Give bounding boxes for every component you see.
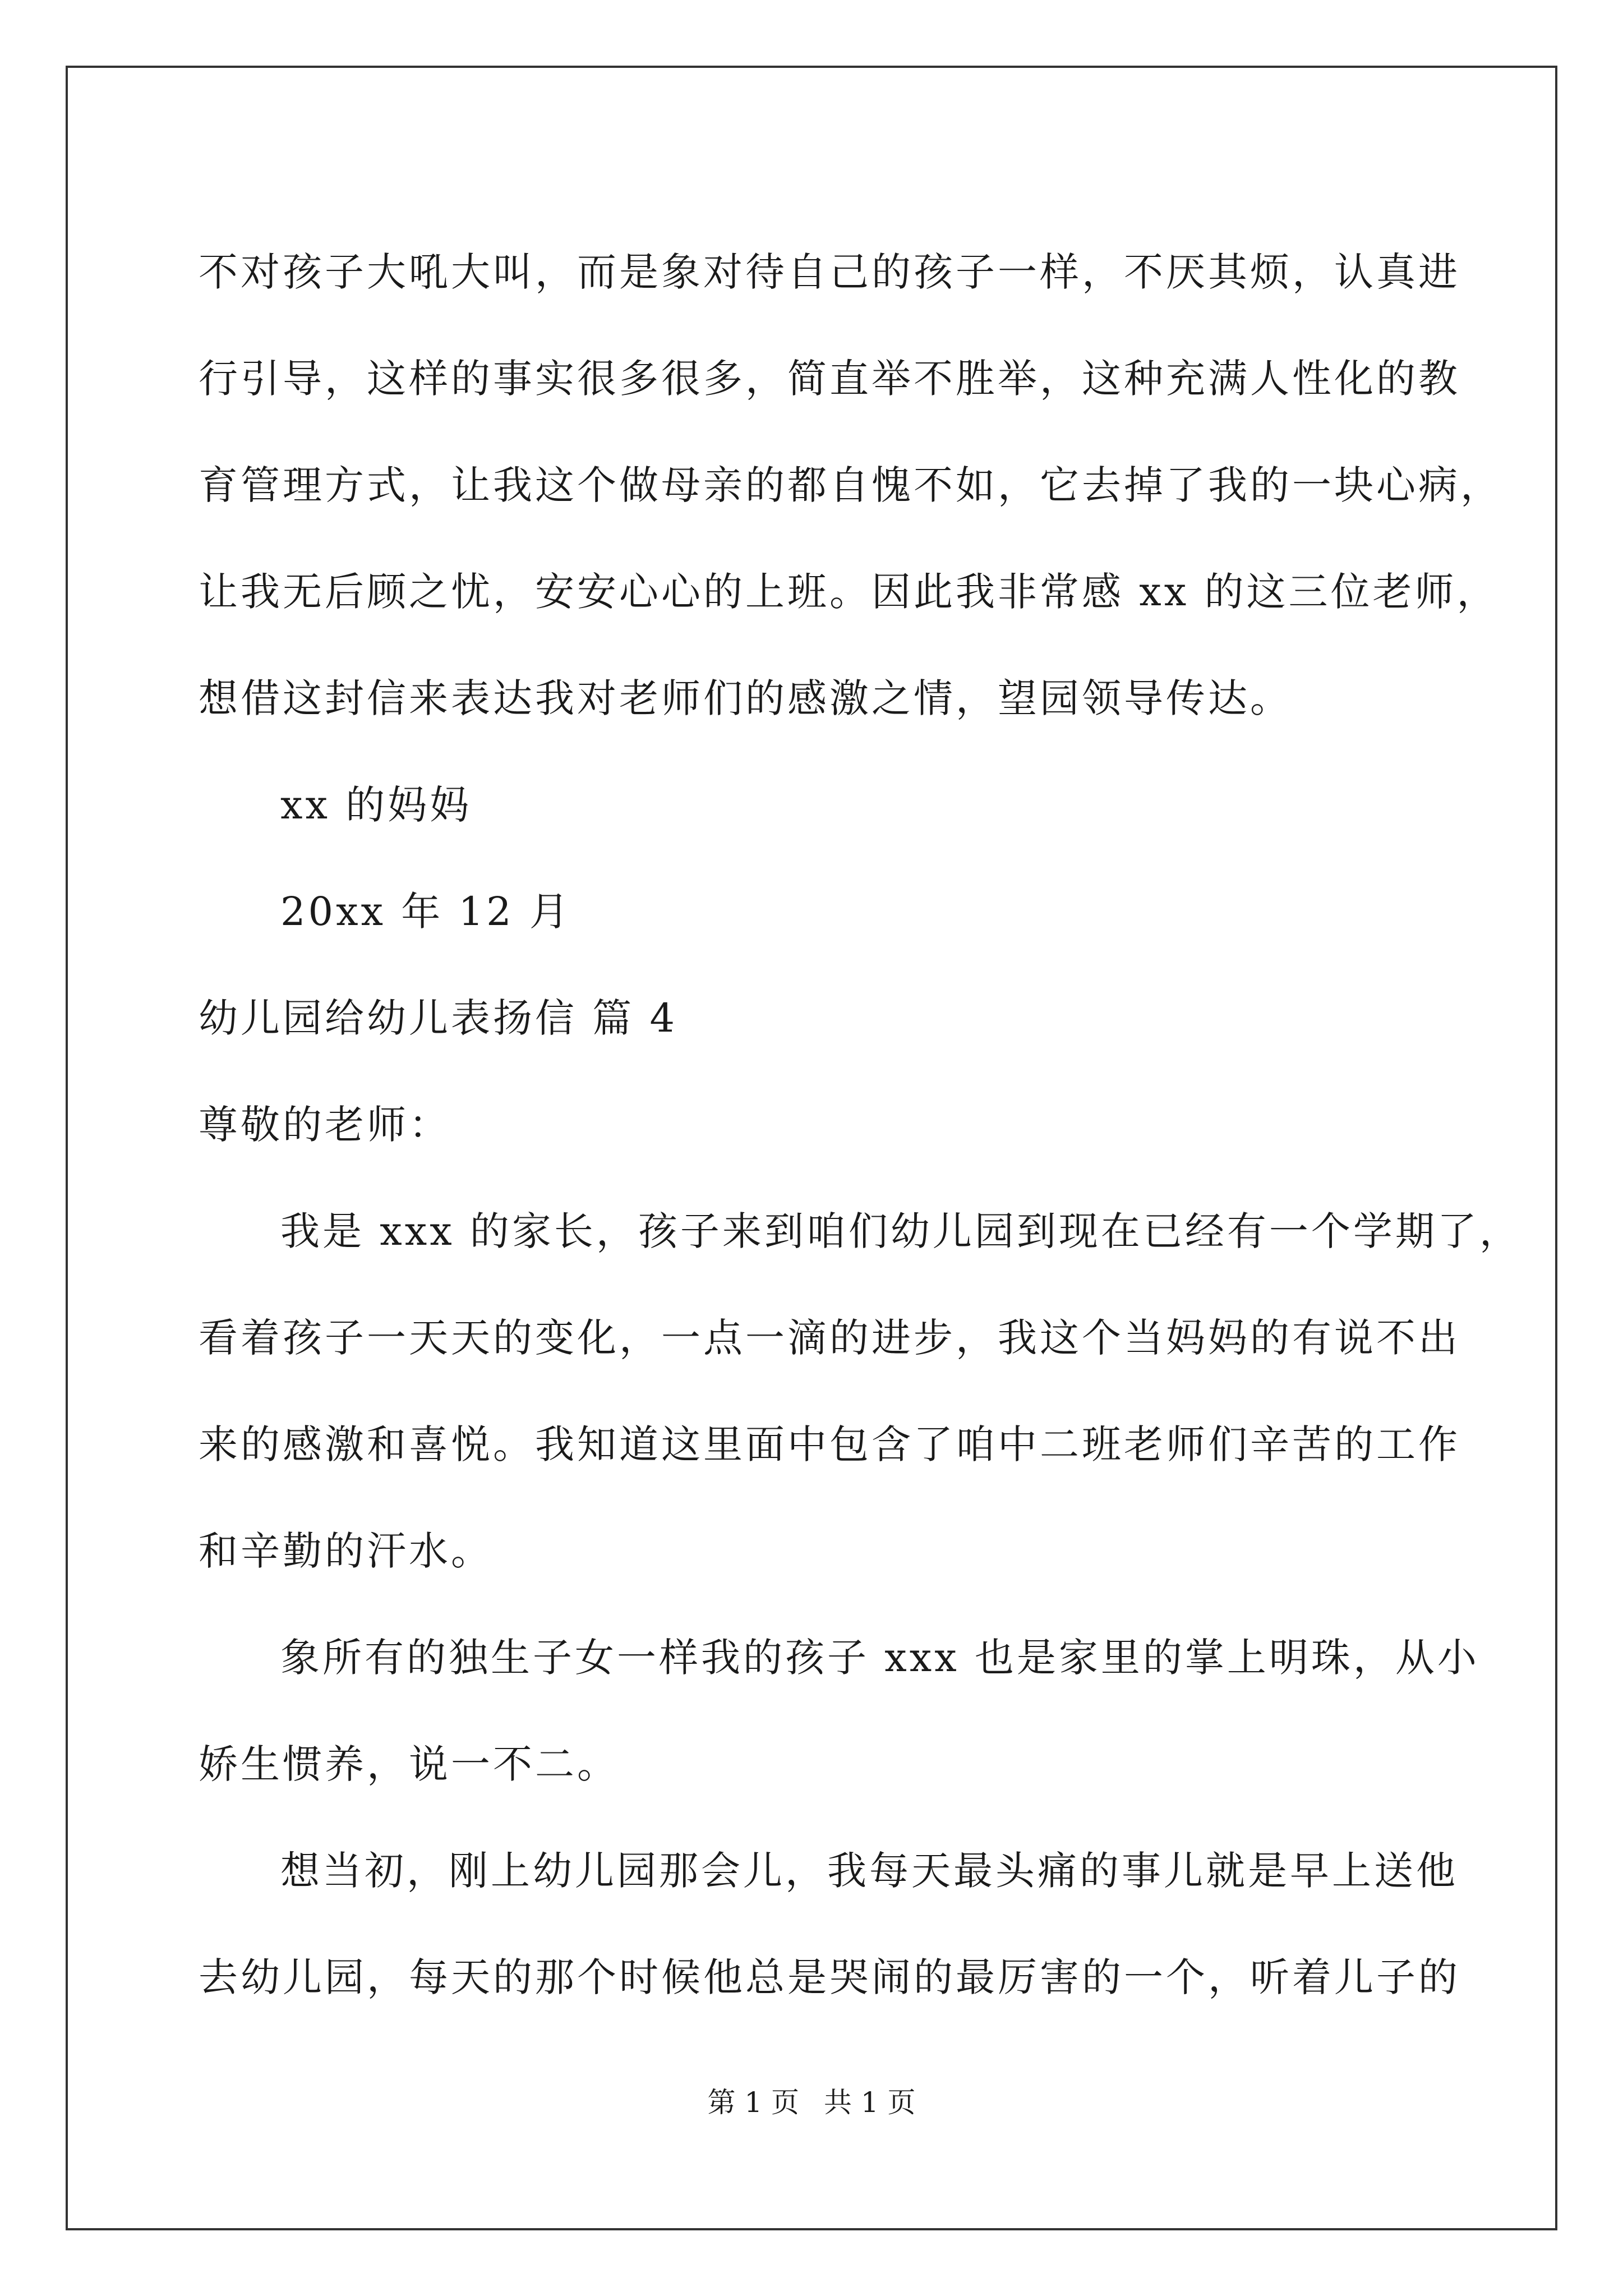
signature-line: xx 的妈妈 [280,782,472,828]
date-line: 20xx 年 12 月 [280,889,571,935]
salutation: 尊敬的老师： [199,1102,451,1148]
text-line: 来的感激和喜悦。我知道这里面中包含了咱中二班老师们辛苦的工作 [199,1421,1460,1467]
text-line: 想当初，刚上幼儿园那会儿，我每天最头痛的事儿就是早上送他 [280,1848,1458,1894]
page-footer [0,2086,1623,2119]
page-total: 共 1 页 [823,2086,916,2119]
page-number: 第 1 页 [707,2086,800,2119]
text-line: 娇生惯养，说一不二。 [199,1741,619,1787]
text-line: 象所有的独生子女一样我的孩子 xxx 也是家里的掌上明珠，从小 [280,1635,1479,1681]
text-line: 育管理方式，让我这个做母亲的都自愧不如，它去掉了我的一块心病， [199,462,1502,508]
text-line: 行引导，这样的事实很多很多，简直举不胜举，这种充满人性化的教 [199,356,1460,402]
section-heading: 幼儿园给幼儿表扬信 篇 4 [199,995,678,1041]
text-line: 我是 xxx 的家长，孩子来到咱们幼儿园到现在已经有一个学期了， [280,1208,1521,1254]
document-body [199,219,1521,2031]
text-line: 让我无后顾之忧，安安心心的上班。因此我非常感 xx 的这三位老师， [199,569,1499,615]
text-line: 去幼儿园，每天的那个时候他总是哭闹的最厉害的一个，听着儿子的 [199,1954,1460,2000]
text-line: 想借这封信来表达我对老师们的感激之情，望园领导传达。 [199,675,1292,721]
text-line: 看着孩子一天天的变化，一点一滴的进步，我这个当妈妈的有说不出 [199,1315,1460,1361]
text-line: 和辛勤的汗水。 [199,1528,493,1574]
text-line: 不对孩子大吼大叫，而是象对待自己的孩子一样，不厌其烦，认真进 [199,249,1460,295]
